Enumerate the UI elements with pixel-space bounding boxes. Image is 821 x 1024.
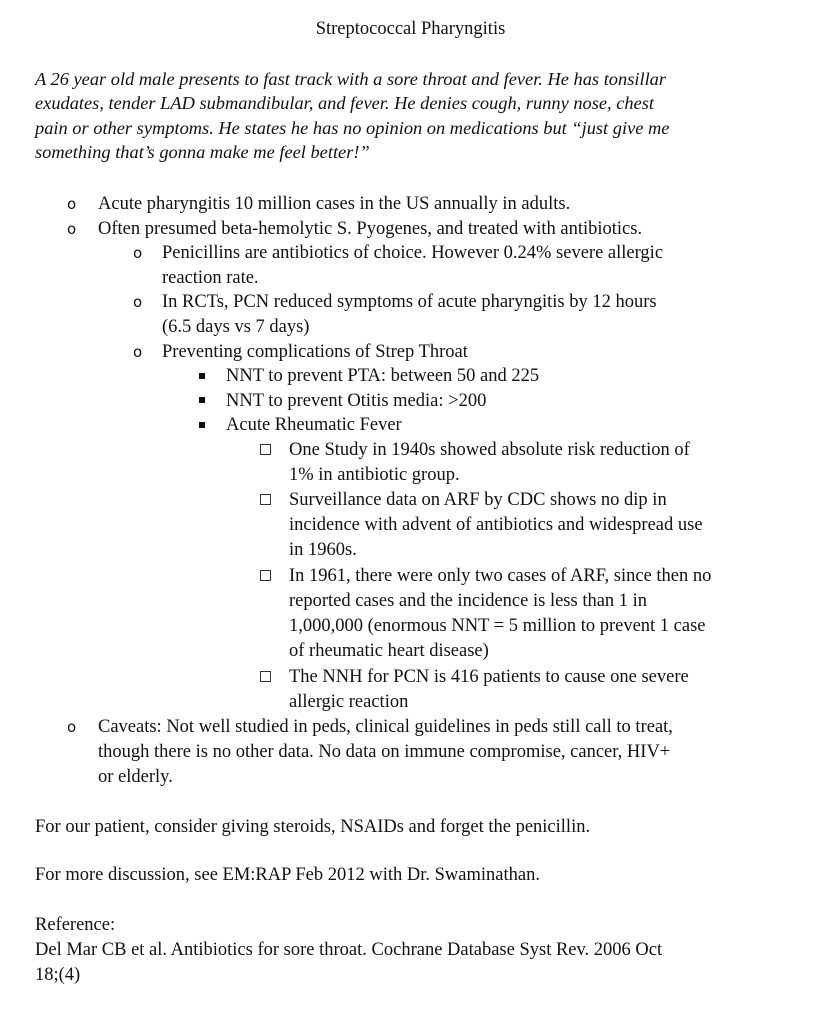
bullet-item-continued: reported cases and the incidence is less than 1 in	[289, 591, 648, 611]
case-line: something that’s gonna make me feel better!”	[35, 142, 370, 163]
bullet-item: The NNH for PCN is 416 patients to cause one severe	[289, 667, 689, 687]
checkbox-bullet-icon	[260, 570, 271, 581]
bullet-item-continued: reaction rate.	[162, 268, 259, 288]
bullet-item: Often presumed beta-hemolytic S. Pyogenes, and treated with antibiotics.	[98, 219, 643, 239]
bullet-item: NNT to prevent PTA: between 50 and 225	[226, 366, 540, 386]
bullet-item: In 1961, there were only two cases of ARF, since then no	[289, 566, 712, 586]
square-bullet-icon	[199, 373, 205, 379]
bullet-marker: o	[133, 343, 143, 361]
bullet-item-continued: allergic reaction	[289, 692, 409, 712]
bullet-item: Caveats: Not well studied in peds, clinical guidelines in peds still call to treat,	[98, 717, 673, 737]
bullet-item: Surveillance data on ARF by CDC shows no dip in	[289, 490, 667, 510]
bullet-marker: o	[67, 220, 77, 238]
bullet-item: Acute Rheumatic Fever	[226, 415, 402, 435]
bullet-marker: o	[67, 718, 77, 736]
bullet-item: Preventing complications of Strep Throat	[162, 342, 468, 362]
bullet-item: In RCTs, PCN reduced symptoms of acute pharyngitis by 12 hours	[162, 292, 657, 312]
page-title: Streptococcal Pharyngitis	[315, 19, 506, 39]
bullet-item: NNT to prevent Otitis media: >200	[226, 391, 487, 411]
bullet-item-continued: (6.5 days vs 7 days)	[162, 317, 310, 337]
bullet-item-continued: though there is no other data. No data on immune compromise, cancer, HIV+	[98, 742, 671, 762]
bullet-item-continued: or elderly.	[98, 767, 173, 787]
checkbox-bullet-icon	[260, 671, 271, 682]
case-line: A 26 year old male presents to fast track with a sore throat and fever. He has tonsillar	[35, 69, 667, 89]
bullet-item: Acute pharyngitis 10 million cases in the US annually in adults.	[98, 194, 571, 214]
conclusion-paragraph: For our patient, consider giving steroids, NSAIDs and forget the penicillin.	[35, 817, 591, 837]
bullet-marker: o	[133, 293, 143, 311]
bullet-marker: o	[133, 244, 143, 262]
case-presentation	[35, 67, 815, 165]
square-bullet-icon	[199, 397, 205, 403]
reference-citation: Del Mar CB et al. Antibiotics for sore throat. Cochrane Database Syst Rev. 2006 Oct	[35, 940, 663, 960]
bullet-item-continued: of rheumatic heart disease)	[289, 641, 489, 661]
case-line: exudates, tender LAD submandibular, and fever. He denies cough, runny nose, chest	[35, 93, 655, 114]
square-bullet-icon	[199, 422, 205, 428]
reference-citation-continued: 18;(4)	[35, 965, 81, 985]
bullet-marker: o	[67, 195, 77, 213]
bullet-item: One Study in 1940s showed absolute risk reduction of	[289, 440, 690, 460]
reference-label: Reference:	[35, 915, 116, 935]
checkbox-bullet-icon	[260, 494, 271, 505]
checkbox-bullet-icon	[260, 444, 271, 455]
discussion-paragraph: For more discussion, see EM:RAP Feb 2012 with Dr. Swaminathan.	[35, 865, 540, 885]
bullet-item-continued: incidence with advent of antibiotics and widespread use	[289, 515, 703, 535]
bullet-item-continued: 1,000,000 (enormous NNT = 5 million to prevent 1 case	[289, 616, 706, 636]
bullet-item-continued: 1% in antibiotic group.	[289, 465, 460, 485]
bullet-item: Penicillins are antibiotics of choice. However 0.24% severe allergic	[162, 243, 664, 263]
case-line: pain or other symptoms. He states he has no opinion on medications but “just give me	[35, 117, 670, 138]
bullet-item-continued: in 1960s.	[289, 540, 357, 560]
